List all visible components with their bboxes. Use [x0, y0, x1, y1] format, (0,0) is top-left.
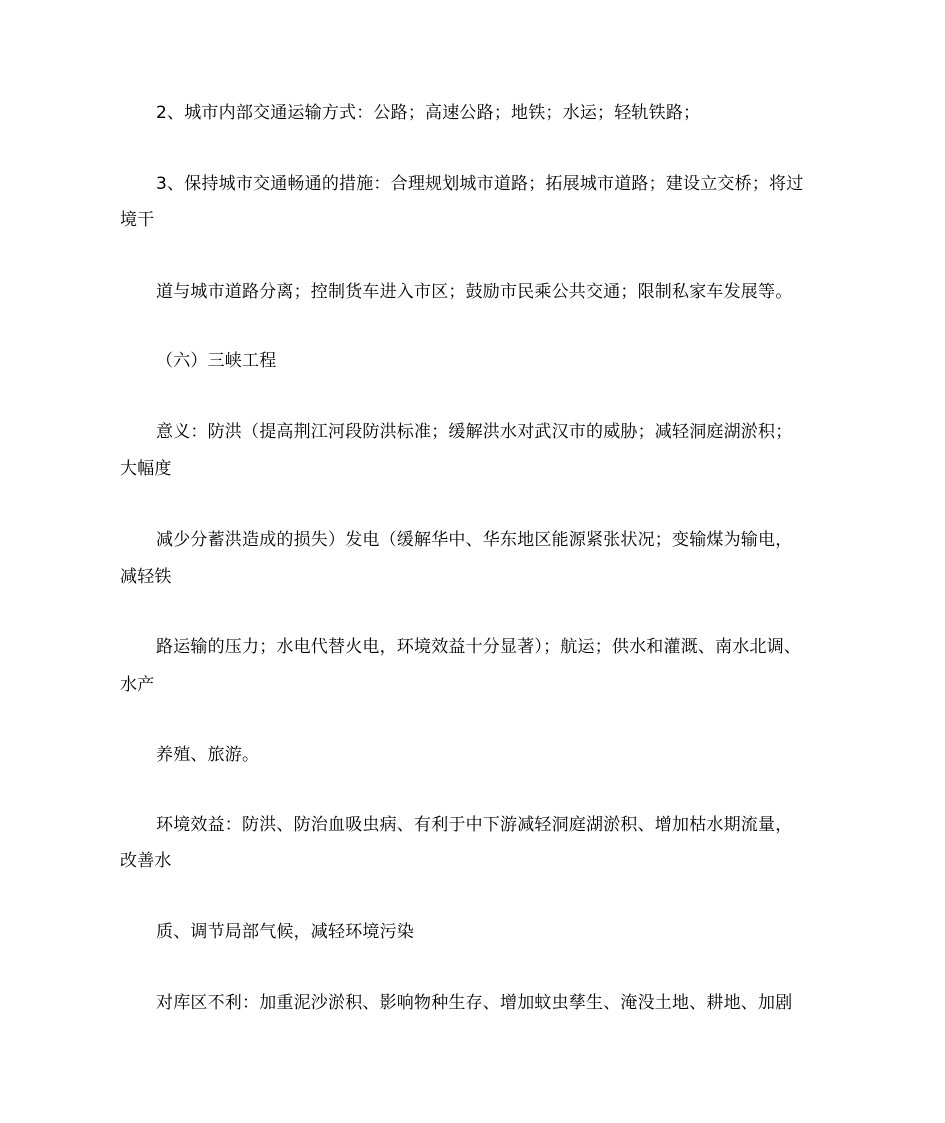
reservoir-drawbacks-line: 对库区不利：加重泥沙淤积、影响物种生存、增加蚊虫孳生、淹没土地、耕地、加剧 — [156, 993, 793, 1013]
significance-wrap-3: 水产 — [120, 675, 155, 695]
environment-benefit-line-1: 环境效益：防洪、防治血吸虫病、有利于中下游减轻洞庭湖淤积、增加枯水期流量， — [156, 815, 793, 835]
section-heading-three-gorges: （六）三峡工程 — [156, 351, 277, 371]
environment-benefit-line-2: 质、调节局部气候，减轻环境污染 — [156, 922, 414, 942]
significance-line-2: 减少分蓄洪造成的损失）发电（缓解华中、华东地区能源紧张状况；变输煤为输电， — [156, 530, 793, 550]
traffic-measures-line-2: 道与城市道路分离；控制货车进入市区；鼓励市民乘公共交通；限制私家车发展等。 — [156, 282, 793, 302]
significance-line-4: 养殖、旅游。 — [156, 745, 260, 765]
traffic-measures-wrap: 境干 — [120, 210, 155, 230]
significance-wrap-1: 大幅度 — [120, 459, 172, 479]
traffic-measures-line-1: 3、保持城市交通畅通的措施：合理规划城市道路；拓展城市道路；建设立交桥；将过 — [156, 174, 804, 194]
environment-benefit-wrap: 改善水 — [120, 851, 172, 871]
significance-line-3: 路运输的压力；水电代替火电，环境效益十分显著）；航运；供水和灌溉、南水北调、 — [156, 637, 802, 657]
transport-modes-line: 2、城市内部交通运输方式：公路；高速公路；地铁；水运；轻轨铁路； — [156, 103, 701, 123]
significance-line-1: 意义：防洪（提高荆江河段防洪标准；缓解洪水对武汉市的威胁；减轻洞庭湖淤积； — [156, 422, 793, 442]
significance-wrap-2: 减轻铁 — [120, 567, 172, 587]
